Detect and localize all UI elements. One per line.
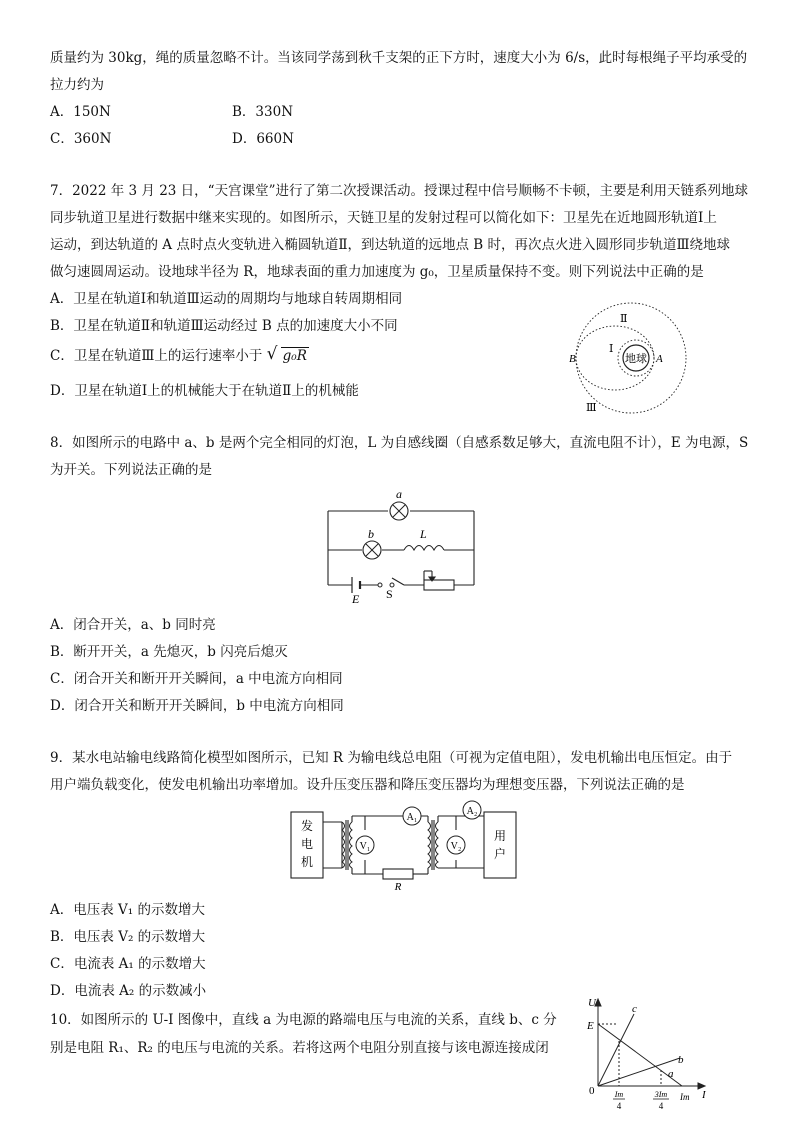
circuit-diagram xyxy=(320,485,485,605)
label-b: b xyxy=(678,1054,684,1066)
q7-option-c xyxy=(50,346,309,366)
label-a2: A₂ xyxy=(466,806,478,817)
label-v2: V₂ xyxy=(450,841,462,852)
orbit-diagram xyxy=(560,300,710,420)
label-e: E xyxy=(352,592,360,606)
label-b: B xyxy=(569,353,576,365)
tick-den-2: 4 xyxy=(658,1101,664,1111)
label-b: b xyxy=(368,527,374,541)
q6-option-a: A．150N xyxy=(50,104,111,120)
q8-option-a: A．闭合开关，a、b 同时亮 xyxy=(50,617,216,633)
q7-stem-line2: 同步轨道卫星进行数据中继来实现的。如图所示，天链卫星的发射过程可以简化如下：卫星先在近地圆形轨道Ⅰ上 xyxy=(50,210,717,226)
q8-option-c: C．闭合开关和断开开关瞬间，a 中电流方向相同 xyxy=(50,671,343,687)
transmission-diagram xyxy=(288,802,520,892)
gen-char-1: 发 xyxy=(300,819,314,833)
q7-stem-line4: 做匀速圆周运动。设地球半径为 R，地球表面的重力加速度为 g₀，卫星质量保持不变。则下列说法中正确的是 xyxy=(50,264,704,280)
label-ii: Ⅱ xyxy=(620,313,628,325)
label-v1: V₁ xyxy=(359,841,371,852)
label-a1: A₁ xyxy=(406,812,418,823)
sqrt-expression: √ g₀R xyxy=(266,344,307,364)
q9-stem-line1: 9．某水电站输电线路简化模型如图所示，已知 R 为输电线总电阻（可视为定值电阻），发电机输出电压恒定。由于 xyxy=(50,750,733,766)
user-char-1: 用 xyxy=(493,829,507,843)
label-im: Im xyxy=(680,1092,690,1102)
tick-num-1: Im xyxy=(614,1090,624,1099)
label-a: a xyxy=(396,487,402,501)
q9-stem-line2: 用户端负载变化，使发电机输出功率增加。设升压变压器和降压变压器均为理想变压器，下列说法正确的是 xyxy=(50,777,685,793)
q6-stem-line2: 拉力约为 xyxy=(50,77,104,93)
sqrt-radicand: g₀R xyxy=(282,348,307,364)
q6-stem-line1: 质量约为 30kg，绳的质量忽略不计。当该同学荡到秋千支架的正下方时，速度大小为 6/s，此时每根绳子平均承受的 xyxy=(50,50,748,66)
label-l: L xyxy=(420,527,427,541)
tick-den-1: 4 xyxy=(616,1101,622,1111)
q10-stem-line1: 10．如图所示的 U-I 图像中，直线 a 为电源的路端电压与电流的关系，直线 b、c 分 xyxy=(50,1012,557,1028)
user-char-2: 户 xyxy=(493,847,507,861)
label-a: A xyxy=(656,353,663,365)
rheostat xyxy=(424,571,454,590)
q9-option-c: C．电流表 A₁ 的示数增大 xyxy=(50,956,206,972)
q6-option-c: C．360N xyxy=(50,131,112,147)
q8-stem-line1: 8．如图所示的电路中 a、b 是两个完全相同的灯泡，L 为自感线圈（自感系数足够大，直流电阻不计），E 为电源，S xyxy=(50,435,749,451)
label-e: E xyxy=(587,1020,594,1032)
q8-option-d: D．闭合开关和断开开关瞬间，b 中电流方向相同 xyxy=(50,698,344,714)
inductor-coil xyxy=(404,546,444,551)
battery xyxy=(352,577,360,593)
earth-label: 地球 xyxy=(625,353,647,365)
q9-option-b: B．电压表 V₂ 的示数增大 xyxy=(50,929,206,945)
q9-option-a: A．电压表 V₁ 的示数增大 xyxy=(50,902,205,918)
q7-option-b: B．卫星在轨道Ⅱ和轨道Ⅲ运动经过 B 点的加速度大小不同 xyxy=(50,318,398,334)
resistor-r xyxy=(383,869,413,879)
label-a: a xyxy=(668,1068,674,1080)
gen-char-2: 电 xyxy=(300,837,314,851)
lamp-b xyxy=(363,541,381,559)
label-r: R xyxy=(394,881,402,893)
q10-stem-line2: 别是电阻 R₁、R₂ 的电压与电流的关系。若将这两个电阻分别直接与该电源连接成闭 xyxy=(50,1040,549,1056)
q8-stem-line2: 为开关。下列说法正确的是 xyxy=(50,462,212,478)
q7-stem-line3: 运动，到达轨道的 A 点时点火变轨进入椭圆轨道Ⅱ，到达轨道的远地点 B 时，再次点火进入圆形同步轨道Ⅲ绕地球 xyxy=(50,237,731,253)
label-c: c xyxy=(632,1003,637,1015)
label-i: I xyxy=(702,1089,706,1101)
q7-option-c-text: C．卫星在轨道Ⅲ上的运行速率小于 xyxy=(50,348,263,364)
label-u: U xyxy=(588,997,596,1009)
lamp-a xyxy=(390,502,408,520)
ui-graph xyxy=(582,996,712,1118)
gen-char-3: 机 xyxy=(300,855,314,869)
q7-option-d: D．卫星在轨道Ⅰ上的机械能大于在轨道Ⅱ上的机械能 xyxy=(50,383,359,399)
q6-option-d: D．660N xyxy=(232,131,294,147)
q7-stem-line1: 7．2022 年 3 月 23 日，“天宫课堂”进行了第二次授课活动。授课过程中信号顺畅不卡顿，主要是利用天链系列地球 xyxy=(50,183,748,199)
label-iii: Ⅲ xyxy=(586,402,597,414)
label-origin: 0 xyxy=(589,1085,595,1097)
tick-num-2: 3Im xyxy=(654,1090,668,1099)
user-box xyxy=(484,812,516,878)
q8-option-b: B．断开开关，a 先熄灭，b 闪亮后熄灭 xyxy=(50,644,288,660)
q6-option-b: B．330N xyxy=(232,104,294,120)
label-s: S xyxy=(386,587,393,601)
q7-option-a: A．卫星在轨道Ⅰ和轨道Ⅲ运动的周期均与地球自转周期相同 xyxy=(50,291,403,307)
label-i: Ⅰ xyxy=(609,343,614,355)
q9-option-d: D．电流表 A₂ 的示数减小 xyxy=(50,983,207,999)
